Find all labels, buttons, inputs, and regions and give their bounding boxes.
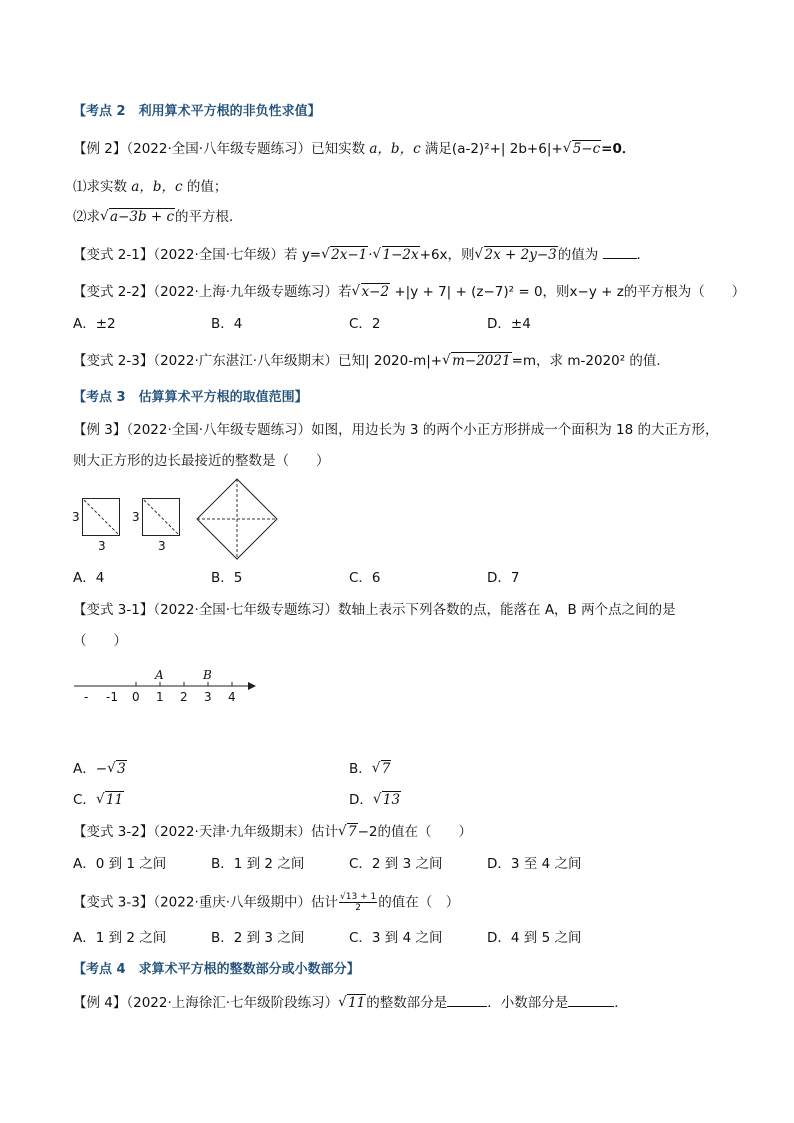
variant-3-1-line-1: 【变式 3-1】（2022·全国·七年级专题练习）数轴上表示下列各数的点，能落在 A，B 两个点之间的是 (73, 602, 676, 618)
option-a[interactable]: A．1 到 2 之间 (73, 930, 167, 946)
tick-label: -1 (106, 690, 118, 704)
answer-blank[interactable] (603, 246, 637, 259)
question-2-end: 的平方根． (175, 209, 243, 225)
example-2-mid: 满足(a-2)²+| 2b+6|+ (420, 141, 563, 157)
variant-3-3-fraction: $\frac{√13 + 1}{2}$ (340, 892, 377, 913)
example-2-vars: a，b，c (369, 141, 421, 157)
question-1-vars: a，b，c (131, 179, 183, 195)
example-2-prefix: 【例 2】（2022·全国·八年级专题练习）已知实数 (73, 141, 370, 157)
variant-2-3 (73, 352, 670, 370)
variant-2-1-prefix: 【变式 2-1】（2022·全国·七年级）若 y= (73, 247, 322, 263)
integer-part-blank[interactable] (447, 994, 487, 1007)
option-b[interactable]: B．4 (211, 316, 243, 332)
variant-3-3-end: 的值在（ ） (378, 894, 460, 911)
example-4-mid: 的整数部分是 (366, 995, 448, 1011)
option-b[interactable]: B．2 到 3 之间 (211, 930, 305, 946)
example-2-end: =0． (601, 141, 636, 157)
variant-2-1-radical-3: √ 2x + 2y−3 (476, 246, 558, 264)
option-a[interactable]: A．±2 (73, 316, 116, 332)
example-4-end: ． (614, 995, 628, 1011)
option-c[interactable]: C．2 到 3 之间 (349, 856, 443, 872)
variant-3-1-line-2: （ ） (73, 633, 127, 649)
question-1-prefix: ⑴求实数 (73, 179, 132, 195)
decimal-part-blank[interactable] (568, 994, 614, 1007)
option-c[interactable]: C．6 (349, 570, 381, 586)
option-b[interactable]: B．1 到 2 之间 (211, 856, 305, 872)
option-c[interactable]: C．3 到 4 之间 (349, 930, 443, 946)
tick-label: 2 (180, 690, 188, 704)
variant-2-2-mid: +|y + 7| + (z−7)² = 0，则x−y + z的平方根为（ ） (390, 284, 746, 300)
example-4-radical: √ 11 (339, 994, 366, 1012)
variant-2-1-radical-2: √ 1−2x (374, 246, 420, 264)
variant-2-3-radical: √ m−2021 (443, 352, 511, 370)
section-heading-2: 【考点 2 利用算术平方根的非负性求值】 (73, 104, 321, 119)
point-b-label: B (203, 668, 212, 682)
example-4-prefix: 【例 4】（2022·上海徐汇·七年级阶段练习） (73, 995, 339, 1011)
example-4 (73, 994, 628, 1012)
option-c[interactable]: C．2 (349, 316, 381, 332)
option-d[interactable]: D．4 到 5 之间 (487, 930, 582, 946)
side-label-4: 3 (158, 539, 166, 553)
side-label-1: 3 (72, 510, 80, 524)
tick-label: 1 (156, 690, 164, 704)
side-label-2: 3 (98, 539, 106, 553)
variant-3-2-prefix: 【变式 3-2】（2022·天津·九年级期末）估计 (73, 824, 339, 840)
variant-2-1-dot: · (368, 247, 373, 263)
section-heading-3: 【考点 3 估算算术平方根的取值范围】 (73, 390, 308, 405)
variant-2-1 (73, 246, 650, 264)
variant-2-1-end: 的值为 (557, 247, 603, 263)
example-2 (73, 140, 635, 158)
tick-label: 3 (204, 690, 212, 704)
point-a-label: A (155, 668, 164, 682)
question-2-prefix: ⑵求 (73, 209, 100, 225)
tick-label: 4 (228, 690, 236, 704)
option-d[interactable]: D．3 至 4 之间 (487, 856, 582, 872)
question-2 (73, 208, 243, 226)
option-a[interactable]: A．0 到 1 之间 (73, 856, 167, 872)
option-d[interactable]: D．7 (487, 570, 520, 586)
variant-2-1-period: ． (636, 247, 651, 263)
variant-3-2-end: −2的值在（ ） (357, 824, 473, 840)
side-label-3: 3 (132, 510, 140, 524)
small-square-2 (142, 498, 180, 536)
option-b[interactable]: B．√ 7 (349, 760, 391, 778)
tick-label: - (84, 690, 89, 704)
question-2-radical: √ a−3b + c (101, 208, 175, 226)
large-diamond (196, 478, 278, 560)
variant-3-2 (73, 823, 472, 841)
small-square-1 (82, 498, 120, 536)
question-1-end: 的值； (182, 179, 228, 195)
variant-2-1-radical-1: √ 2x−1 (322, 246, 368, 264)
variant-2-3-prefix: 【变式 2-3】（2022·广东湛江·八年级期末）已知| 2020-m|+ (73, 353, 443, 369)
option-d[interactable]: D．√ 13 (349, 791, 401, 809)
option-b[interactable]: B．5 (211, 570, 243, 586)
question-1 (73, 178, 227, 196)
option-a[interactable]: A．−√ 3 (73, 760, 127, 778)
example-3-line-1: 【例 3】（2022·全国·八年级专题练习）如图，用边长为 3 的两个小正方形拼成一个面积为 18 的大正方形， (73, 422, 719, 438)
option-a[interactable]: A．4 (73, 570, 105, 586)
variant-2-2-radical: √ x−2 (353, 283, 391, 301)
variant-3-3-prefix: 【变式 3-3】（2022·重庆·八年级期中）估计 (73, 894, 339, 911)
variant-2-2 (73, 283, 745, 301)
variant-2-3-end: =m，求 m-2020² 的值． (511, 353, 670, 369)
number-line (72, 668, 262, 708)
variant-2-1-mid: +6x，则 (419, 247, 475, 263)
example-4-mid2: ．小数部分是 (487, 995, 569, 1011)
section-heading-4: 【考点 4 求算术平方根的整数部分或小数部分】 (73, 962, 360, 977)
variant-2-2-prefix: 【变式 2-2】（2022·上海·九年级专题练习）若 (73, 284, 352, 300)
example-3-line-2: 则大正方形的边长最接近的整数是（ ） (73, 453, 330, 469)
example-2-radical: √ 5−c (564, 140, 601, 158)
option-c[interactable]: C．√ 11 (73, 791, 124, 809)
squares-figure (72, 495, 282, 557)
tick-label: 0 (132, 690, 140, 704)
variant-3-3 (73, 892, 459, 913)
option-d[interactable]: D．±4 (487, 316, 531, 332)
variant-3-2-radical: √ 7 (339, 823, 358, 841)
